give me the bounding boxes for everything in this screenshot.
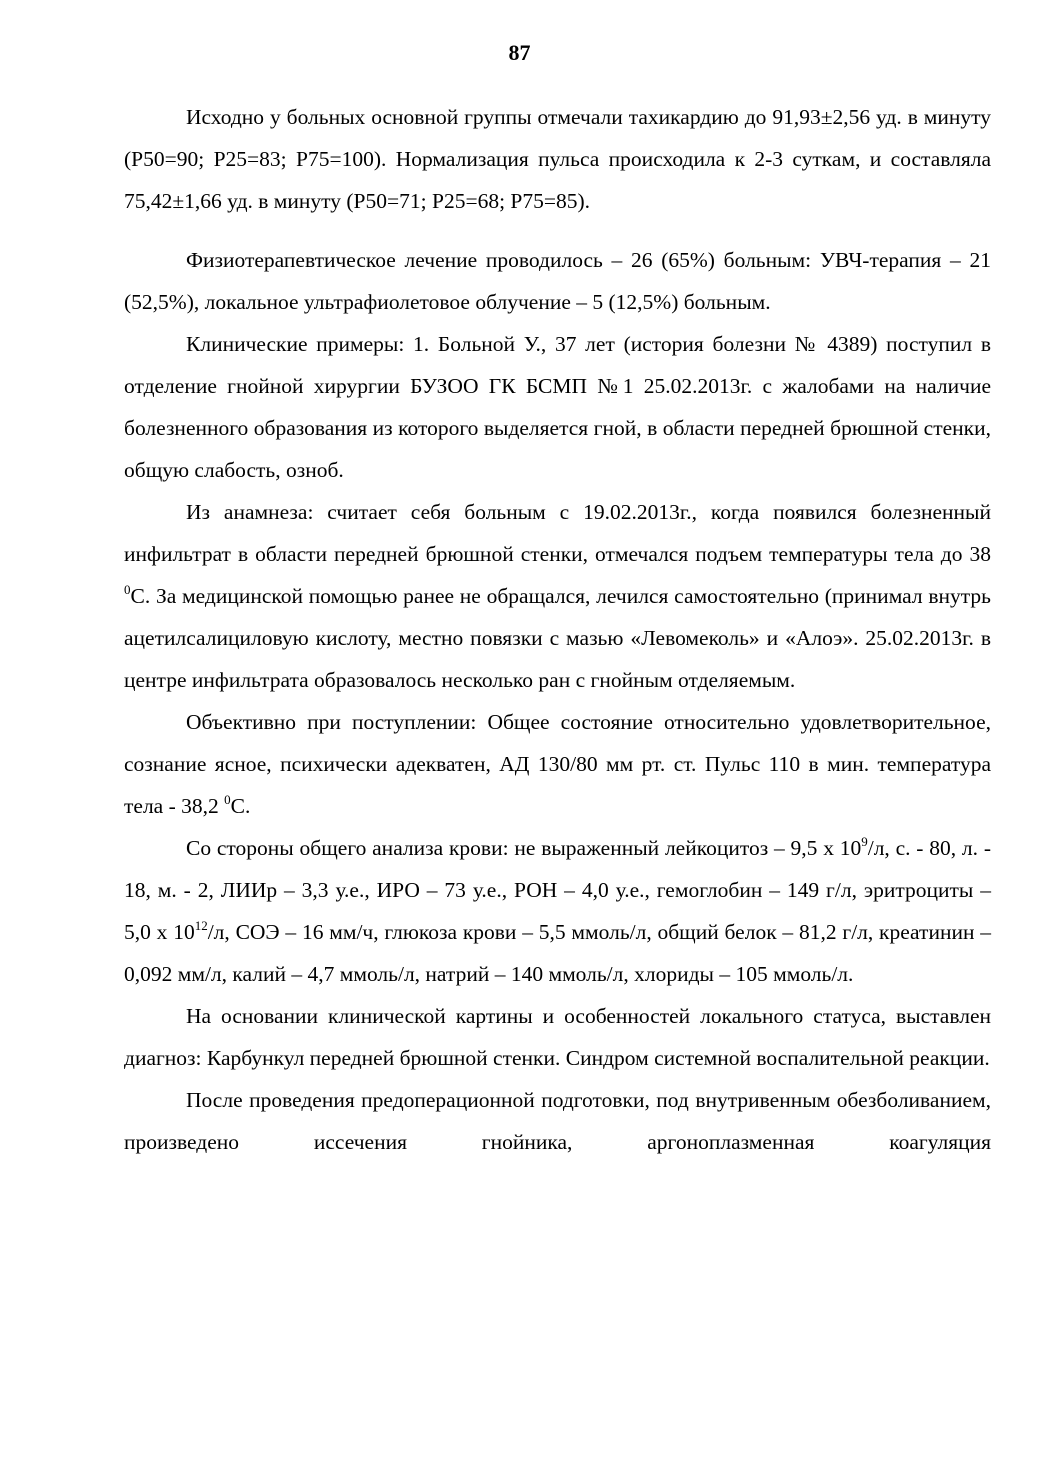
paragraph-diagnosis: На основании клинической картины и особенностей локального статуса, выставлен диагноз: Карбункул передней брюшной стенки. Синдром системной воспалительной реакции. [124,1004,991,1070]
paragraph-objective-status [124,701,991,827]
paragraph-surgery: После проведения предоперационной подготовки, под внутривенным обезболиванием, произведено иссечения гнойника, аргоноплазменная коагуляция [124,1088,991,1154]
blood-text-part-3: /л, СОЭ – 16 мм/ч, глюкоза крови – 5,5 ммоль/л, общий белок – 81,2 г/л, креатинин – 0,092 мм/л, калий – 4,7 ммоль/л, натрий – 140 ммоль/л, хлориды – 105 ммоль/л. [124,920,991,986]
paragraph-tachycardia: Исходно у больных основной группы отмечали тахикардию до 91,93±2,56 уд. в минуту (P50=90; P25=83; P75=100). Нормализация пульса происходила к 2-3 суткам, и составляла 75,42±1,66 уд. в минуту (P50=71; P25=68; P75=85). [124,105,991,213]
blood-text-part-2: /л, с. - 80, л. - 18, м. - 2, ЛИИр – 3,3 у.е., ИРО – 73 у.е., РОН – 4,0 у.е., гемоглобин – 149 г/л, эритроциты – 5,0 х 10 [124,836,991,944]
exponent-superscript: 12 [194,918,208,933]
paragraph-physiotherapy: Физиотерапевтическое лечение проводилось – 26 (65%) больным: УВЧ-терапия – 21 (52,5%), локальное ультрафиолетовое облучение – 5 (12,5%) больным. [124,248,991,314]
anamnesis-text-part-2: С. За медицинской помощью ранее не обращался, лечился самостоятельно (принимал внутрь ацетилсалициловую кислоту, местно повязки с мазью «Левомеколь» и «Алоэ». 25.02.2013г. в центре инфильтрата образовалось несколько ран с гнойным отделяемым. [124,584,991,692]
anamnesis-text-part-1: Из анамнеза: считает себя больным с 19.02.2013г., когда появился болезненный инфильтрат в области передней брюшной стенки, отмечался подъем температуры тела до 38 [124,500,991,566]
degree-superscript: 0 [124,582,131,597]
degree-superscript: 0 [224,792,231,807]
page-number: 87 [508,40,531,65]
objective-text-part-2: С. [230,794,251,818]
body-text [124,96,991,1163]
blood-text-part-1: Со стороны общего анализа крови: не выраженный лейкоцитоз – 9,5 х 10 [186,836,862,860]
paragraph-blood-analysis [124,827,991,995]
paragraph-anamnesis [124,491,991,701]
objective-text-part-1: Объективно при поступлении: Общее состояние относительно удовлетворительное, сознание ясное, психически адекватен, АД 130/80 мм рт. ст. Пульс 110 в мин. температура тела - 38,2 [124,710,991,818]
paragraph-clinical-example: Клинические примеры: 1. Больной У., 37 лет (история болезни № 4389) поступил в отделение гнойной хирургии БУЗОО ГК БСМП №1 25.02.2013г. с жалобами на наличие болезненного образования из которого выделяется гной, в области передней брюшной стенки, общую слабость, озноб. [124,332,991,482]
exponent-superscript: 9 [861,834,868,849]
